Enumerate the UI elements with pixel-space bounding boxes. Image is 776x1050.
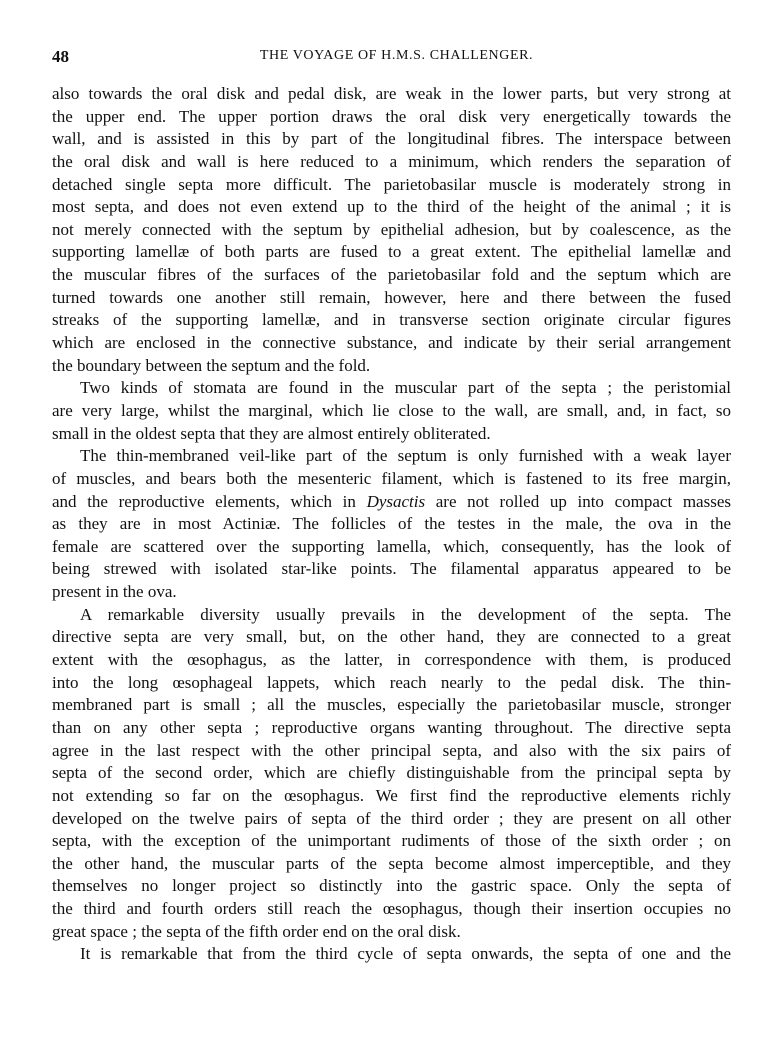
text-line: extent with the œsophagus, as the latter, in correspondence with them, is produced <box>52 650 731 670</box>
text-line: wall, and is assisted in this by part of the longitudinal fibres. The interspace between <box>52 129 731 149</box>
text-line: membraned part is small ; all the muscles, especially the parietobasilar muscle, stronger <box>52 695 731 715</box>
text-line: detached single septa more difficult. The parietobasilar muscle is moderately strong in <box>52 174 731 194</box>
paragraph <box>52 83 731 377</box>
text-line: the boundary between the septum and the fold. <box>52 355 371 375</box>
text-line: being strewed with isolated star-like points. The filamental apparatus appeared to be <box>52 559 731 579</box>
paragraph <box>52 377 731 445</box>
text-line: A remarkable diversity usually prevails in the development of the septa. The <box>80 604 731 624</box>
page-number: 48 <box>52 47 69 66</box>
text-line: The thin-membraned veil-like part of the septum is only furnished with a weak layer <box>80 446 731 466</box>
text-line: into the long œsophageal lappets, which reach nearly to the pedal disk. The thin- <box>52 672 731 692</box>
paragraph <box>52 445 731 603</box>
text-line: the other hand, the muscular parts of the septa become almost imperceptible, and they <box>52 853 731 873</box>
italic-genus-name: Dysactis <box>366 491 426 511</box>
text-line: than on any other septa ; reproductive organs wanting throughout. The directive septa <box>52 717 731 737</box>
text-line: which are enclosed in the connective substance, and indicate by their serial arrangement <box>52 333 731 353</box>
text-line: the third and fourth orders still reach the œsophagus, though their insertion occupies no <box>52 899 731 919</box>
text-line <box>52 491 731 514</box>
text-segment: and the reproductive elements, which in <box>52 491 367 511</box>
text-line: Two kinds of stomata are found in the muscular part of the septa ; the peristomial <box>80 378 731 398</box>
text-line: female are scattered over the supporting lamella, which, consequently, has the look of <box>52 536 731 556</box>
text-line: most septa, and does not even extend up to the third of the height of the animal ; it is <box>52 197 731 217</box>
paragraph <box>52 604 731 944</box>
text-segment: are not rolled up into compact masses <box>425 491 731 511</box>
body-text <box>52 83 731 966</box>
text-line: as they are in most Actiniæ. The follicles of the testes in the male, the ova in the <box>52 514 731 534</box>
page-header <box>52 47 731 67</box>
text-line: septa of the second order, which are chiefly distinguishable from the principal septa by <box>52 763 731 783</box>
text-line: turned towards one another still remain, however, here and there between the fused <box>52 287 731 307</box>
text-line: It is remarkable that from the third cycle of septa onwards, the septa of one and the <box>80 944 731 964</box>
text-line: are very large, whilst the marginal, which lie close to the wall, are small, and, in fact, so <box>52 400 731 420</box>
text-line: present in the ova. <box>52 582 177 602</box>
text-line: not merely connected with the septum by epithelial adhesion, but by coalescence, as the <box>52 219 731 239</box>
paragraph <box>52 943 731 966</box>
text-line: great space ; the septa of the fifth order end on the oral disk. <box>52 921 461 941</box>
text-line: streaks of the supporting lamellæ, and in transverse section originate circular figures <box>52 310 731 330</box>
text-line: also towards the oral disk and pedal disk, are weak in the lower parts, but very strong at <box>52 84 731 103</box>
text-line: supporting lamellæ of both parts are fused to a great extent. The epithelial lamellæ and <box>52 242 731 262</box>
text-line: the muscular fibres of the surfaces of the parietobasilar fold and the septum which are <box>52 265 731 285</box>
text-line: not extending so far on the œsophagus. We first find the reproductive elements richly <box>52 785 731 805</box>
text-line: the upper end. The upper portion draws the oral disk very energetically towards the <box>52 106 731 126</box>
text-line: agree in the last respect with the other principal septa, and also with the six pairs of <box>52 740 731 760</box>
text-line: the oral disk and wall is here reduced to a minimum, which renders the separation of <box>52 151 731 171</box>
text-line: of muscles, and bears both the mesenteric filament, which is fastened to its free margin, <box>52 468 731 488</box>
text-line: directive septa are very small, but, on the other hand, they are connected to a great <box>52 627 731 647</box>
text-line: septa, with the exception of the unimportant rudiments of those of the sixth order ; on <box>52 831 731 851</box>
text-line: developed on the twelve pairs of septa of the third order ; they are present on all other <box>52 808 731 828</box>
running-title: THE VOYAGE OF H.M.S. CHALLENGER. <box>259 48 534 63</box>
text-line: themselves no longer project so distinctly into the gastric space. Only the septa of <box>52 876 731 896</box>
text-line: small in the oldest septa that they are almost entirely obliterated. <box>52 423 491 443</box>
